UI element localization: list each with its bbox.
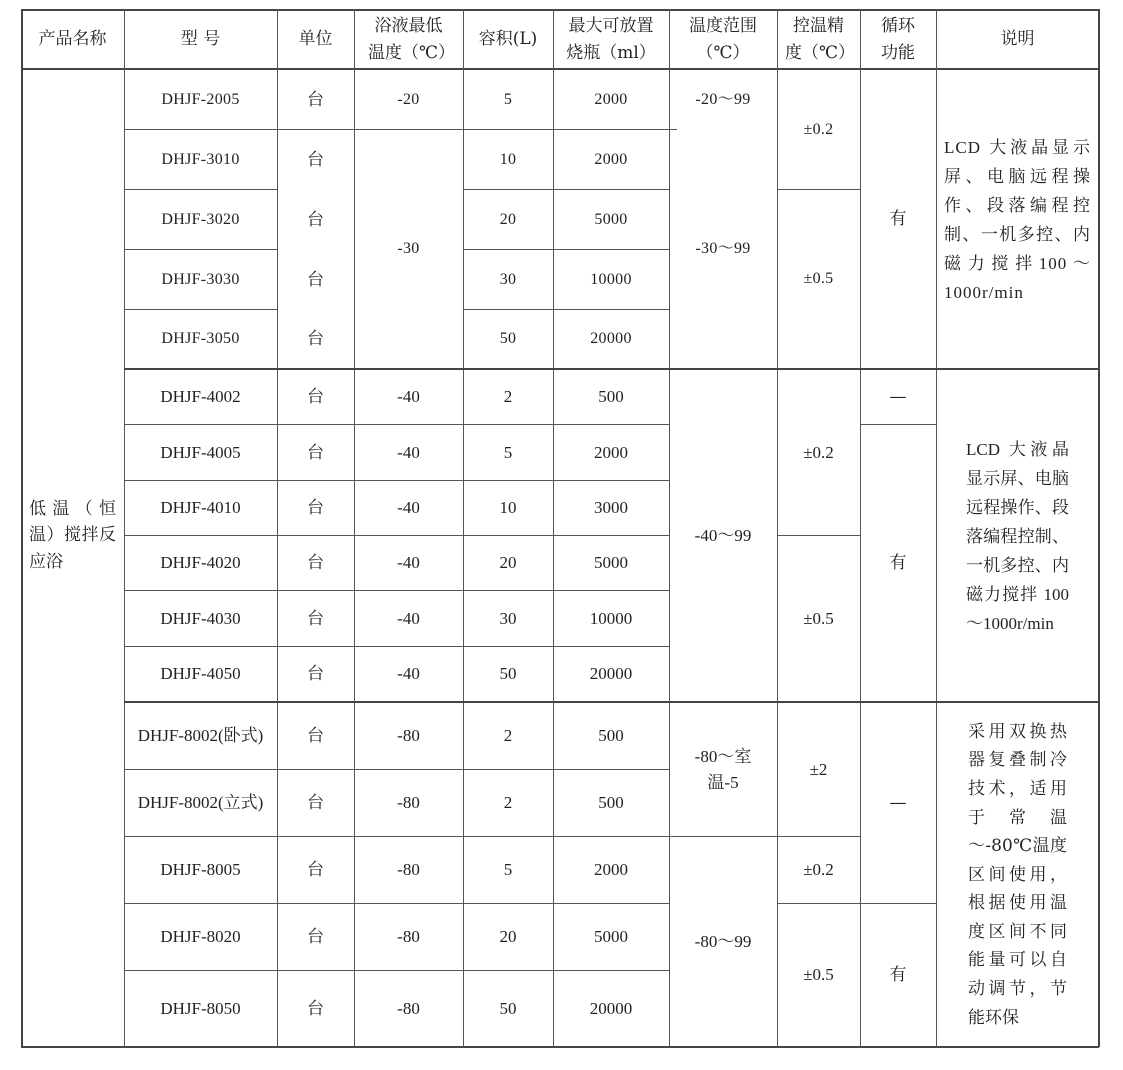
g3-range-b: -80～99 xyxy=(694,931,752,951)
g1-circulation: 有 xyxy=(889,209,907,230)
g1-description: LCD 大液晶显示屏、电脑远程操作、段落编程控制、一机多控、内磁力搅拌100～1000r/min xyxy=(944,137,1091,302)
g3-unit-4: 台 xyxy=(307,927,324,948)
g3-min-temp-3: -80 xyxy=(397,860,420,880)
g1-model-2: DHJF-3010 xyxy=(161,150,240,168)
g2-unit-5: 台 xyxy=(307,608,324,629)
g2-volume-2: 5 xyxy=(503,442,513,462)
g1-model-4: DHJF-3030 xyxy=(161,270,240,288)
g3-flask-3: 2000 xyxy=(594,860,628,880)
g1-volume-4: 30 xyxy=(499,270,517,288)
g3-unit-2: 台 xyxy=(307,793,324,814)
g3-model-2: DHJF-8002(立式) xyxy=(137,793,264,813)
g1-model-1: DHJF-2005 xyxy=(161,90,240,108)
g2-model-2: DHJF-4005 xyxy=(160,442,241,462)
g1-volume-5: 50 xyxy=(499,330,517,348)
g1-flask-4: 10000 xyxy=(590,270,632,288)
g3-precision-c: ±0.5 xyxy=(803,965,834,985)
g1-flask-3: 5000 xyxy=(594,210,628,228)
g2-precision-b: ±0.5 xyxy=(803,608,834,628)
g1-unit-2: 台 xyxy=(307,149,324,170)
header-circulation: 循环功能 xyxy=(881,16,915,63)
g2-flask-3: 3000 xyxy=(594,498,628,518)
header-precision: 控温精度（℃） xyxy=(785,16,856,63)
g2-model-4: DHJF-4020 xyxy=(160,553,241,573)
g2-unit-4: 台 xyxy=(307,553,324,574)
g2-min-temp-5: -40 xyxy=(397,608,420,628)
g3-volume-4: 20 xyxy=(499,927,517,947)
g3-unit-3: 台 xyxy=(307,860,324,881)
g1-unit-5: 台 xyxy=(307,329,324,350)
g1-model-5: DHJF-3050 xyxy=(161,330,240,348)
g2-flask-6: 20000 xyxy=(589,664,633,684)
g3-min-temp-1: -80 xyxy=(397,726,420,746)
g1-min-temp-a: -20 xyxy=(397,90,420,108)
g1-flask-5: 20000 xyxy=(590,330,632,348)
g3-volume-3: 5 xyxy=(503,860,513,880)
g2-volume-4: 20 xyxy=(499,553,517,573)
g2-unit-1: 台 xyxy=(307,387,324,408)
g3-volume-2: 2 xyxy=(503,793,513,813)
g3-flask-2: 500 xyxy=(598,793,624,813)
g1-volume-2: 10 xyxy=(499,150,517,168)
header-description: 说明 xyxy=(1000,29,1035,50)
g3-volume-5: 50 xyxy=(499,998,517,1018)
g2-min-temp-4: -40 xyxy=(397,553,420,573)
g3-precision-a: ±2 xyxy=(809,759,828,779)
g2-min-temp-2: -40 xyxy=(397,442,420,462)
g2-range: -40～99 xyxy=(694,525,752,545)
product-name: 低温（恒温）搅拌反应浴 xyxy=(29,498,116,572)
g1-unit-4: 台 xyxy=(307,269,324,290)
g3-volume-1: 2 xyxy=(503,726,513,746)
g2-volume-6: 50 xyxy=(499,664,517,684)
header-unit: 单位 xyxy=(298,29,333,50)
g2-unit-3: 台 xyxy=(307,498,324,519)
g2-min-temp-3: -40 xyxy=(397,498,420,518)
g2-flask-4: 5000 xyxy=(594,553,628,573)
g3-precision-b: ±0.2 xyxy=(803,860,834,880)
g1-volume-1: 5 xyxy=(503,90,513,108)
g2-unit-2: 台 xyxy=(307,442,324,463)
g3-model-5: DHJF-8050 xyxy=(160,998,241,1018)
g2-flask-5: 10000 xyxy=(589,608,633,628)
g2-volume-3: 10 xyxy=(499,498,517,518)
g3-model-3: DHJF-8005 xyxy=(160,860,241,880)
g2-circulation-b: 有 xyxy=(889,553,907,574)
g2-model-1: DHJF-4002 xyxy=(160,387,241,407)
g2-volume-5: 30 xyxy=(499,608,517,628)
g1-min-temp-b: -30 xyxy=(397,240,420,258)
g1-range-b: -30～99 xyxy=(695,240,751,258)
g3-flask-4: 5000 xyxy=(594,927,628,947)
g3-unit-5: 台 xyxy=(307,998,324,1019)
g1-unit-1: 台 xyxy=(307,89,324,110)
g1-volume-3: 20 xyxy=(499,210,517,228)
g1-model-3: DHJF-3020 xyxy=(161,210,240,228)
g3-range-a: -80～室温-5 xyxy=(694,746,752,792)
g3-unit-1: 台 xyxy=(307,726,324,747)
g2-flask-2: 2000 xyxy=(594,442,628,462)
g1-range-a: -20～99 xyxy=(695,90,751,108)
g2-model-6: DHJF-4050 xyxy=(160,664,241,684)
header-model: 型 号 xyxy=(180,29,221,50)
g2-precision-a: ±0.2 xyxy=(803,442,834,462)
g3-flask-1: 500 xyxy=(598,726,624,746)
g2-model-5: DHJF-4030 xyxy=(160,608,241,628)
g3-model-1: DHJF-8002(卧式) xyxy=(137,726,264,746)
g2-unit-6: 台 xyxy=(307,664,324,685)
g1-flask-2: 2000 xyxy=(594,150,628,168)
g2-circulation-a: — xyxy=(889,387,907,408)
g3-model-4: DHJF-8020 xyxy=(160,927,241,947)
g2-flask-1: 500 xyxy=(598,387,624,407)
header-volume: 容积(L) xyxy=(478,29,538,50)
g3-circulation-b: 有 xyxy=(889,965,907,986)
header-product: 产品名称 xyxy=(38,29,107,50)
g1-precision-b: ±0.5 xyxy=(803,270,834,288)
header-min-temp: 浴液最低温度（℃） xyxy=(368,16,456,63)
header-max-flask: 最大可放置烧瓶（ml） xyxy=(566,16,656,63)
g1-precision-a: ±0.2 xyxy=(803,120,834,138)
g3-description: 采用双换热器复叠制冷技术，适用于常温～-80℃温度区间使用，根据使用温度区间不同能量可以自动调节，节能环保 xyxy=(968,721,1067,1028)
g3-min-temp-4: -80 xyxy=(397,927,420,947)
g1-unit-3: 台 xyxy=(307,209,324,230)
g2-volume-1: 2 xyxy=(503,387,513,407)
g3-circulation-a: — xyxy=(889,793,907,814)
g3-min-temp-2: -80 xyxy=(397,793,420,813)
header-temp-range: 温度范围（℃） xyxy=(689,16,757,63)
g3-flask-5: 20000 xyxy=(589,998,633,1018)
g1-flask-1: 2000 xyxy=(594,90,628,108)
g3-min-temp-5: -80 xyxy=(397,998,420,1018)
g2-description: LCD 大液晶显示屏、电脑远程操作、段落编程控制、一机多控、内磁力搅拌 100 ～1000r/min xyxy=(966,439,1069,633)
g2-min-temp-1: -40 xyxy=(397,387,420,407)
g2-min-temp-6: -40 xyxy=(397,664,420,684)
g2-model-3: DHJF-4010 xyxy=(160,498,241,518)
